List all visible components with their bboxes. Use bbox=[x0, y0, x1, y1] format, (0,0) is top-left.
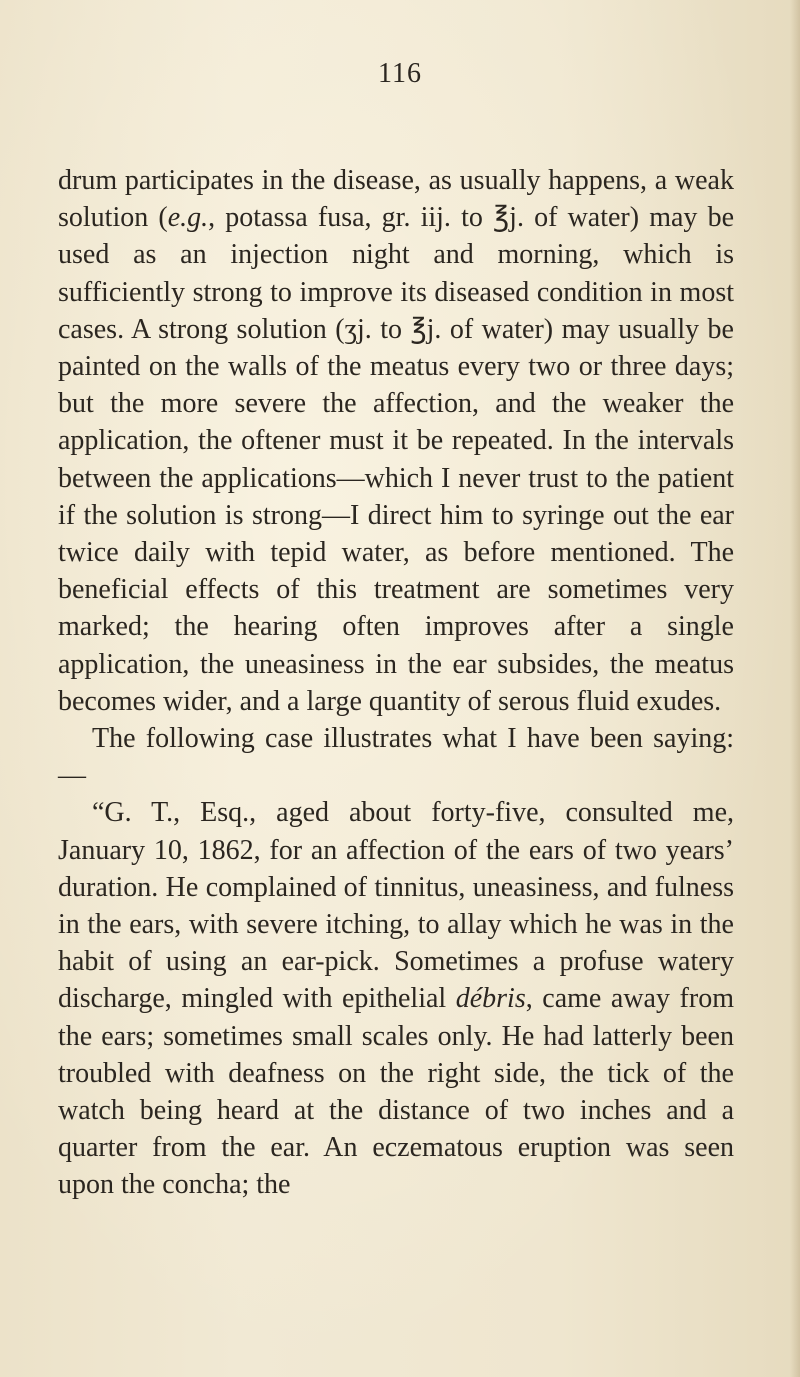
text-segment: drum participates in the disease, as usually happens, a weak solution ( bbox=[58, 165, 734, 234]
text-segment: , potassa fusa, gr. iij. to ℥j. of water) may be used as an injection night and morning, which is sufficiently strong to improve its diseased condition in most cases. A strong solution (ʒj. to ℥j. of water) may usually be painted on the walls of the meatus every two or three days; but the more severe the affection, and the weaker the application, the oftener must it be repeated. In the intervals between the applications—which I never trust to the patient if the solution is strong—I direct him to syringe out the ear twice daily with tepid water, as before mentioned. The beneficial effects of this treatment are sometimes very marked; the hearing often improves after a single application, the uneasiness in the ear subsides, the meatus becomes wider, and a large quantity of serous fluid exudes. bbox=[58, 202, 735, 717]
page-edge-shadow bbox=[790, 0, 800, 1377]
italic-term: débris bbox=[455, 983, 526, 1015]
paragraph bbox=[58, 162, 734, 720]
text-segment: The following case illustrates what I have been saying:— bbox=[58, 723, 734, 792]
page-number: 116 bbox=[378, 58, 422, 89]
paragraph-case-report bbox=[58, 794, 734, 1203]
text-segment: , came away from the ears; sometimes small scales only. He had latterly been troubled with deafness on the right side, the tick of the watch being heard at the distance of two inches and a quarter from the ear. An eczematous eruption was seen upon the concha; the bbox=[58, 983, 734, 1201]
body-text bbox=[58, 162, 734, 1204]
italic-abbreviation: e.g. bbox=[167, 202, 209, 234]
paragraph bbox=[58, 720, 734, 794]
text-segment: “G. T., Esq., aged about forty-five, consulted me, January 10, 1862, for an affection of the ears of two years’ duration. He complained of tinnitus, uneasiness, and fulness in the ears, with severe itching, to allay which he was in the habit of using an ear-pick. Sometimes a profuse watery discharge, mingled with epithelial bbox=[58, 797, 734, 1015]
